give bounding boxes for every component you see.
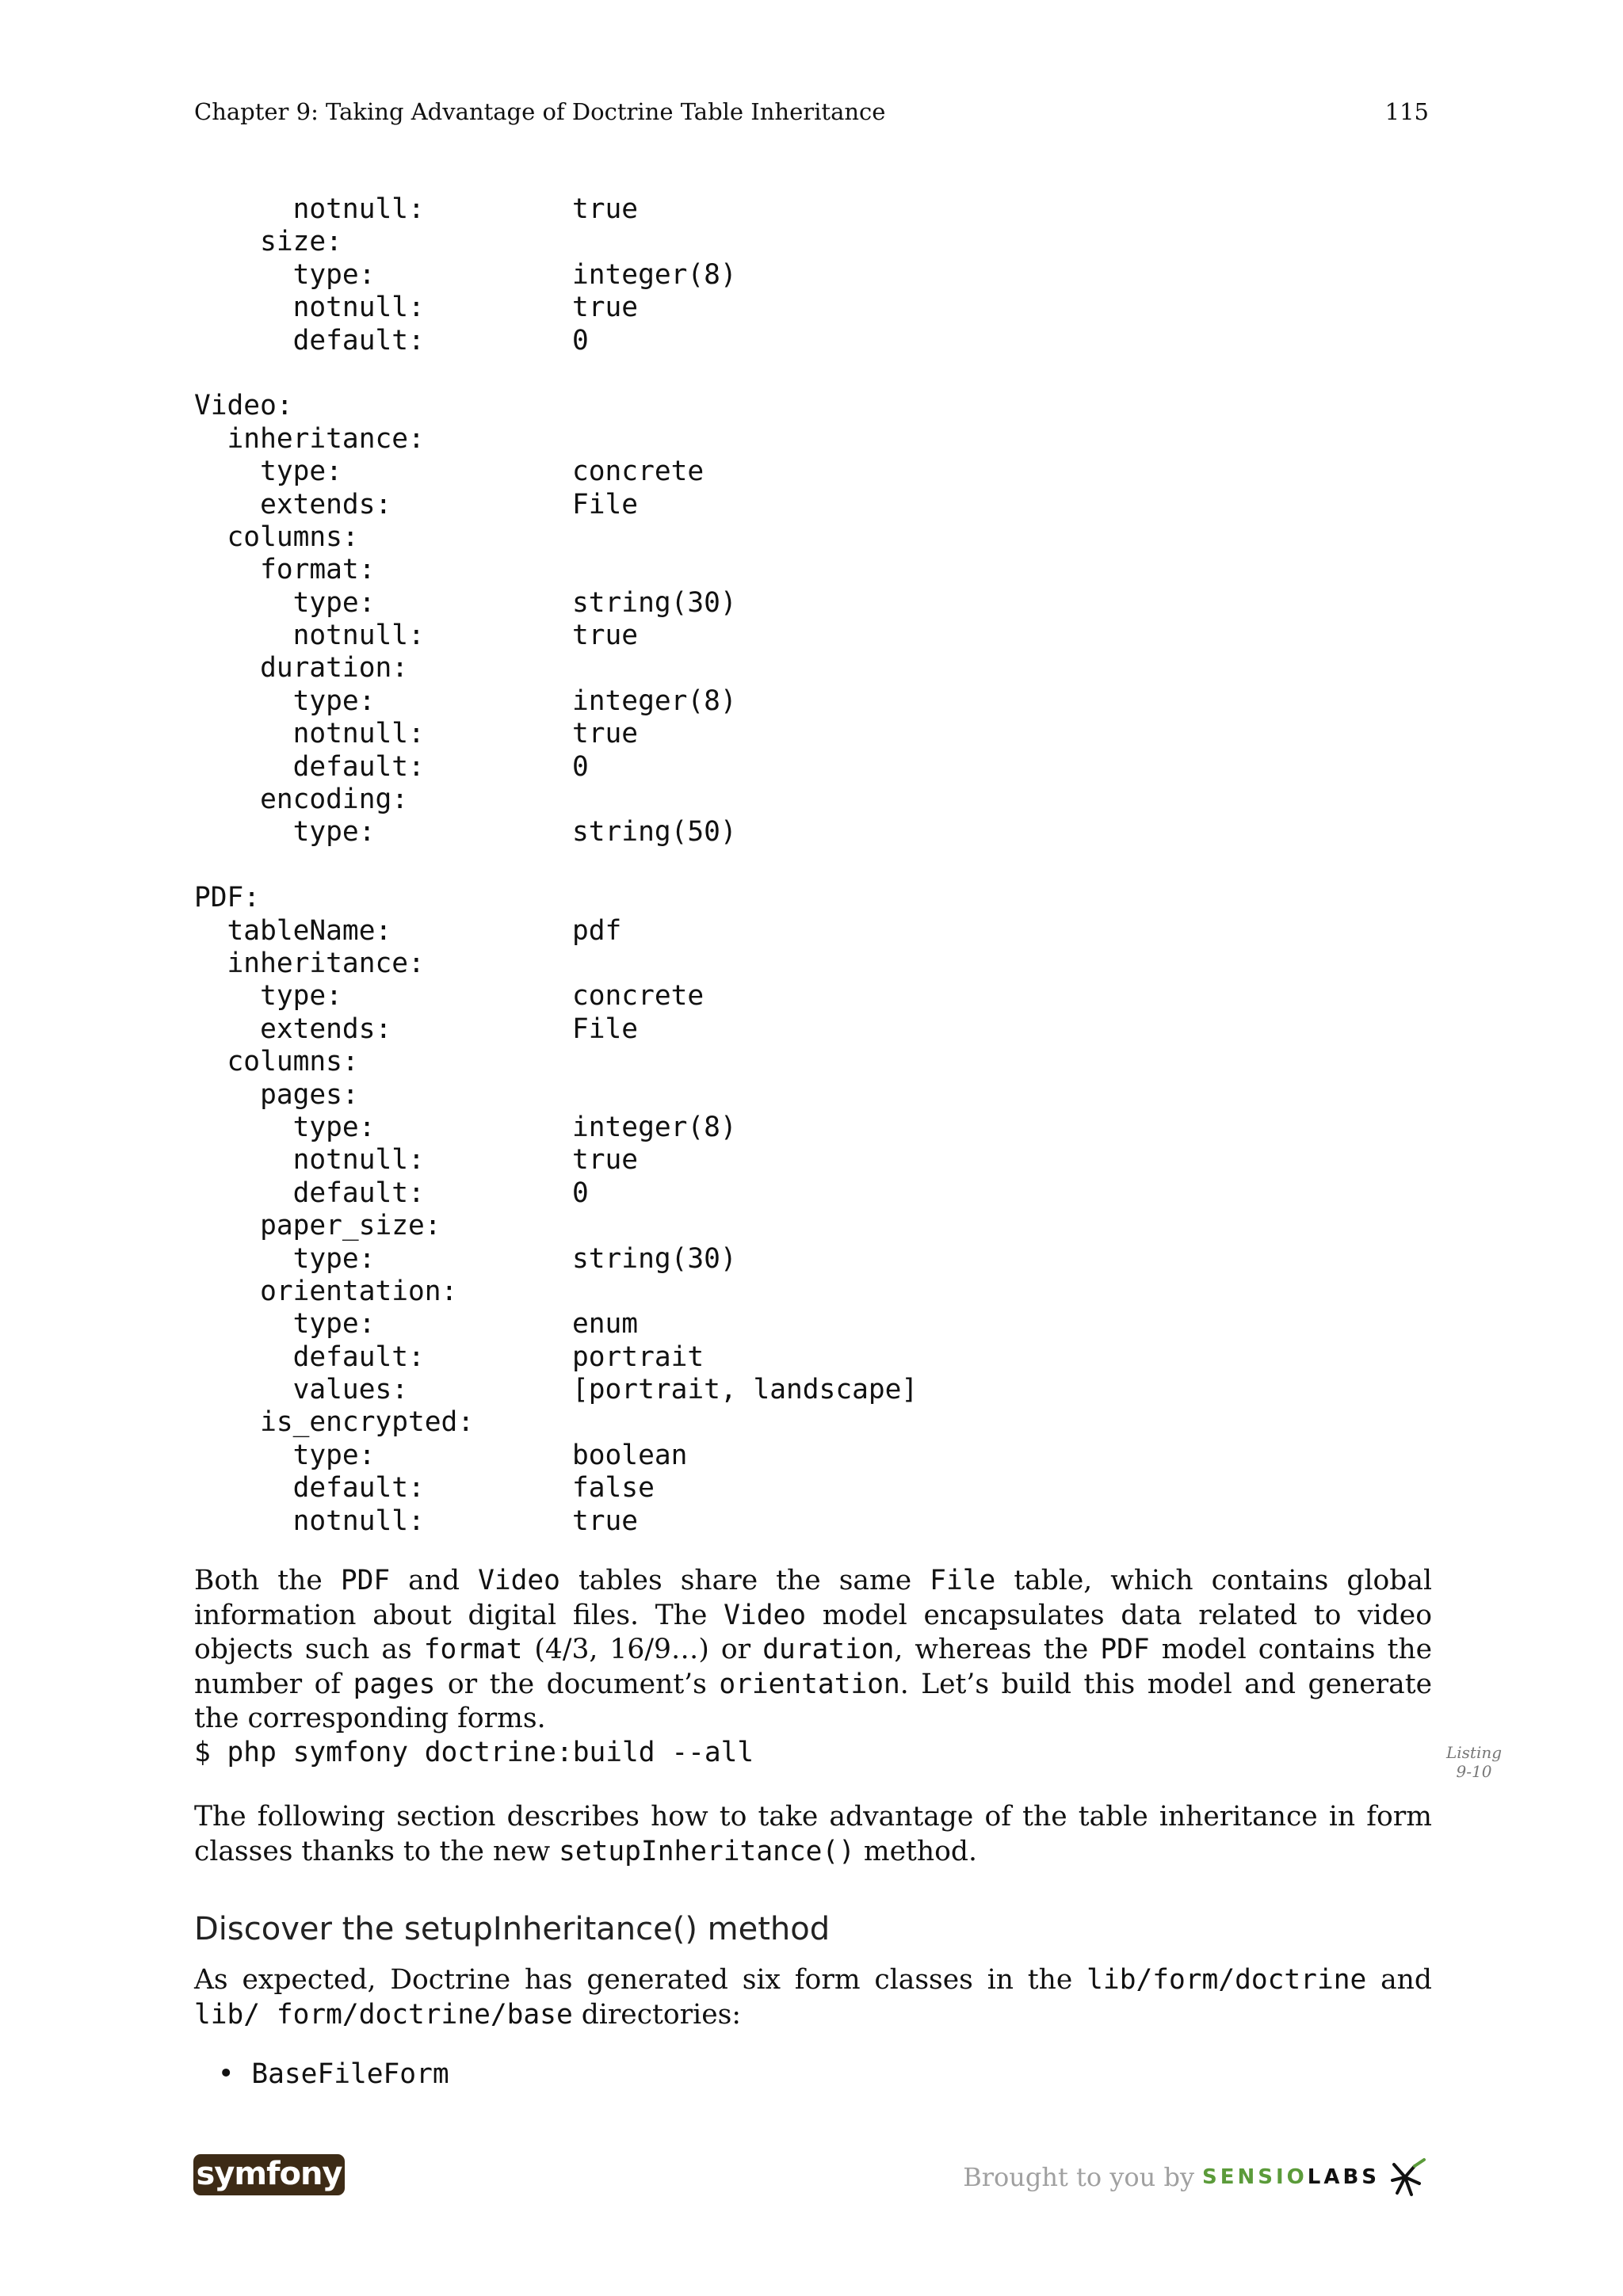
inline-code: lib/ form/doctrine/base	[194, 1998, 573, 2031]
code-line	[194, 1472, 655, 1505]
code-line	[194, 1374, 918, 1406]
code-line	[194, 521, 474, 554]
inline-code: pages	[353, 1668, 436, 1700]
code-value: 0	[572, 750, 589, 783]
code-line	[194, 784, 474, 816]
code-line	[194, 1406, 474, 1439]
code-key: type:	[194, 586, 376, 619]
code-value: 0	[572, 1177, 589, 1209]
code-key: notnull:	[194, 1505, 425, 1537]
code-key: columns:	[194, 1046, 359, 1078]
code-line	[194, 1210, 474, 1242]
code-line	[194, 1079, 474, 1112]
code-value: 0	[572, 324, 589, 357]
code-line	[194, 324, 589, 357]
code-value: string(30)	[572, 586, 737, 619]
code-line	[194, 1013, 639, 1046]
page-header	[194, 98, 1429, 130]
code-line	[194, 1505, 639, 1538]
code-value: concrete	[572, 980, 705, 1013]
inline-code: Video	[724, 1599, 807, 1631]
code-key: size:	[194, 226, 342, 258]
code-key: default:	[194, 1341, 425, 1373]
code-line	[194, 1341, 705, 1374]
inline-code: setupInheritance()	[559, 1835, 855, 1867]
code-value: false	[572, 1472, 655, 1505]
code-line	[194, 193, 639, 226]
code-line	[194, 882, 474, 914]
code-line	[194, 948, 474, 980]
code-key: encoding:	[194, 784, 409, 816]
code-key: notnull:	[194, 620, 425, 652]
code-value: concrete	[572, 456, 705, 488]
code-line	[194, 292, 639, 324]
build-command: $ php symfony doctrine:build --all	[194, 1737, 754, 1768]
code-key: default:	[194, 1472, 425, 1505]
chapter-title: Chapter 9: Taking Advantage of Doctrine Table Inheritance	[194, 98, 886, 125]
inline-code: PDF	[340, 1565, 391, 1596]
code-value: true	[572, 193, 639, 225]
code-key: default:	[194, 750, 425, 783]
code-key: orientation:	[194, 1275, 458, 1307]
symfony-logo: symfony	[193, 2154, 345, 2195]
code-line	[194, 456, 705, 488]
code-key: Video:	[194, 390, 293, 422]
code-line	[194, 1144, 639, 1177]
inline-code: PDF	[1100, 1634, 1150, 1665]
code-key: type:	[194, 816, 376, 849]
code-key: columns:	[194, 521, 359, 553]
code-line	[194, 914, 622, 948]
code-value: integer(8)	[572, 258, 737, 291]
code-key: paper_size:	[194, 1210, 441, 1242]
code-value: true	[572, 620, 639, 652]
paragraph-following-section: The following section describes how to take advantage of the table inheritance in form classes thanks to the new setupInheritance() method.	[194, 1801, 1432, 1867]
code-line	[194, 1439, 688, 1472]
code-key: notnull:	[194, 292, 425, 324]
code-key: type:	[194, 456, 342, 488]
code-key: default:	[194, 324, 425, 357]
code-key: default:	[194, 1177, 425, 1209]
code-key: inheritance:	[194, 422, 425, 455]
code-key: format:	[194, 554, 376, 586]
code-value: File	[572, 488, 639, 521]
code-value: true	[572, 718, 639, 750]
code-value: boolean	[572, 1439, 688, 1471]
code-value: true	[572, 1144, 639, 1177]
code-value: enum	[572, 1308, 639, 1341]
code-line	[194, 258, 737, 292]
yaml-code-block	[194, 193, 918, 1538]
code-value: string(50)	[572, 816, 737, 849]
code-line	[194, 226, 474, 258]
bullet-icon: •	[218, 2058, 235, 2090]
sensiolabs-logo-icon	[1388, 2157, 1429, 2198]
code-key: is_encrypted:	[194, 1406, 475, 1439]
code-line	[194, 1308, 639, 1341]
code-value: integer(8)	[572, 685, 737, 717]
code-line	[194, 488, 639, 521]
code-line	[194, 390, 474, 422]
code-line	[194, 750, 589, 784]
code-line	[194, 423, 474, 456]
footer-credit: Brought to you by SENSIO LABS	[963, 2157, 1429, 2198]
code-key: extends:	[194, 1013, 392, 1045]
code-key: values:	[194, 1374, 409, 1406]
code-value: pdf	[572, 914, 622, 947]
code-line	[194, 1177, 589, 1210]
code-key: duration:	[194, 652, 409, 685]
code-key: tableName:	[194, 914, 392, 947]
code-line	[194, 1276, 474, 1308]
code-line	[194, 1111, 737, 1144]
code-key: type:	[194, 1111, 376, 1143]
code-key: notnull:	[194, 718, 425, 750]
code-line	[194, 718, 639, 750]
code-line	[194, 816, 737, 849]
code-key: notnull:	[194, 193, 425, 225]
listing-label: Listing 9-10	[1445, 1743, 1503, 1781]
code-line	[194, 586, 737, 620]
code-line	[194, 1242, 737, 1276]
code-value: File	[572, 1013, 639, 1045]
code-key: extends:	[194, 488, 392, 521]
inline-code: format	[423, 1634, 523, 1665]
code-key: inheritance:	[194, 947, 425, 979]
inline-code: Video	[478, 1565, 560, 1596]
code-key: type:	[194, 980, 342, 1013]
code-key: type:	[194, 1242, 376, 1275]
page-number: 115	[1384, 98, 1429, 125]
paragraph-generated-forms: As expected, Doctrine has generated six form classes in the lib/form/doctrine and lib/ form/doctrine/base directories:	[194, 1964, 1432, 2031]
code-key: type:	[194, 1308, 376, 1341]
code-line	[194, 849, 474, 882]
code-key: type:	[194, 258, 376, 291]
paragraph-tables-description: Both the PDF and Video tables share the same File table, which contains global information about digital files. The Video model encapsulates data related to video objects such as format (4/3, 16/9…) or duration, whereas the PDF model contains the number of pages or the document’s orientation. Let’s build this model and generate the corresponding forms.	[194, 1565, 1433, 1734]
code-value: true	[572, 292, 639, 324]
code-line	[194, 620, 639, 652]
code-value: true	[572, 1505, 639, 1537]
inline-code: File	[930, 1565, 996, 1596]
list-item: • BaseFileForm	[218, 2058, 449, 2090]
code-key: type:	[194, 685, 376, 717]
code-value: [portrait, landscape]	[572, 1374, 918, 1406]
code-key: type:	[194, 1439, 376, 1471]
section-heading: Discover the setupInheritance() method	[194, 1911, 831, 1947]
code-line	[194, 554, 474, 586]
inline-code: lib/form/doctrine	[1086, 1964, 1367, 1996]
code-line	[194, 357, 474, 390]
inline-code: orientation	[719, 1668, 900, 1700]
code-value: string(30)	[572, 1242, 737, 1275]
code-line	[194, 1046, 474, 1078]
code-value: integer(8)	[572, 1111, 737, 1143]
code-line	[194, 652, 474, 685]
inline-code: duration	[762, 1634, 895, 1665]
code-line	[194, 980, 705, 1013]
code-key: notnull:	[194, 1144, 425, 1177]
code-key: PDF:	[194, 882, 261, 914]
code-key: pages:	[194, 1078, 359, 1111]
code-line	[194, 685, 737, 718]
code-value: portrait	[572, 1341, 705, 1373]
